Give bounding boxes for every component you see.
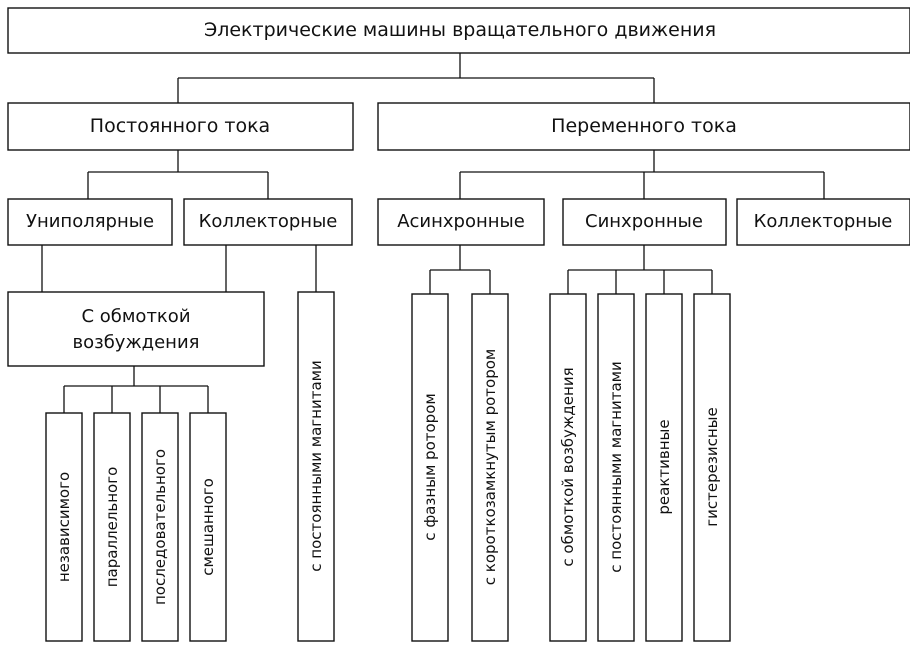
node-root	[8, 8, 910, 53]
node-ac	[378, 103, 910, 150]
leaf-series	[142, 413, 178, 641]
leaf-squirrel-cage	[472, 294, 508, 641]
leaf-series-label: последовательного	[151, 448, 169, 606]
node-dc-collector-label: Коллекторные	[198, 211, 338, 232]
node-field-winding	[8, 292, 264, 366]
leaf-sync-winding	[550, 294, 586, 641]
leaf-reactive-label: реактивные	[655, 419, 673, 515]
leaf-parallel-label: параллельного	[103, 466, 121, 588]
leaf-squirrel-cage-label: с короткозамкнутым ротором	[481, 348, 499, 586]
node-asynchronous-label: Асинхронные	[397, 211, 525, 232]
node-field-winding-line2: возбуждения	[72, 332, 200, 353]
leaf-independent	[46, 413, 82, 641]
leaf-sync-magnets	[598, 294, 634, 641]
leaf-sync-magnets-label: с постоянными магнитами	[607, 361, 625, 573]
node-dc-label: Постоянного тока	[89, 115, 271, 137]
leaf-phase-rotor	[412, 294, 448, 641]
leaf-independent-label: независимого	[55, 471, 73, 583]
node-dc-collector	[184, 199, 352, 245]
leaf-hysteresis	[694, 294, 730, 641]
node-ac-collector-label: Коллекторные	[753, 211, 893, 232]
leaf-permanent-magnets-label: с постоянными магнитами	[307, 360, 325, 572]
leaf-phase-rotor-label: с фазным ротором	[421, 393, 439, 541]
node-dc	[8, 103, 353, 150]
node-ac-collector	[737, 199, 910, 245]
leaf-sync-winding-label: с обмоткой возбуждения	[559, 367, 577, 567]
node-unipolar-label: Униполярные	[25, 211, 155, 232]
node-synchronous	[563, 199, 726, 245]
node-asynchronous	[378, 199, 544, 245]
leaf-permanent-magnets	[298, 292, 334, 641]
leaf-parallel	[94, 413, 130, 641]
node-root-label: Электрические машины вращательного движения	[203, 19, 717, 41]
leaf-compound-label: смешанного	[199, 478, 217, 576]
node-unipolar	[8, 199, 172, 245]
leaf-reactive	[646, 294, 682, 641]
node-synchronous-label: Синхронные	[585, 211, 703, 232]
node-field-winding-line1: С обмоткой	[81, 306, 191, 327]
leaf-hysteresis-label: гистерезисные	[703, 407, 721, 527]
node-ac-label: Переменного тока	[551, 115, 737, 137]
leaf-compound	[190, 413, 226, 641]
